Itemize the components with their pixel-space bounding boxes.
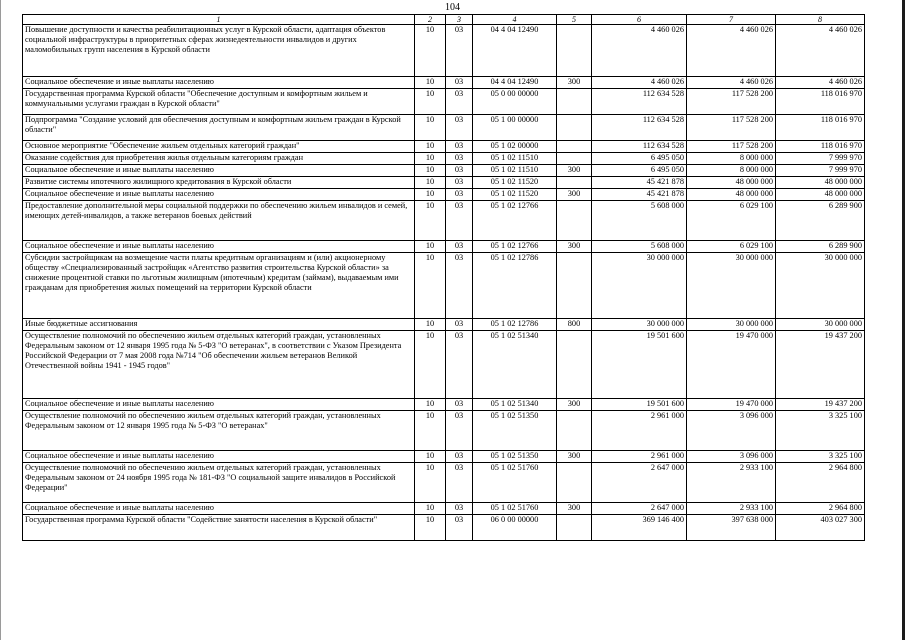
table-row [23,165,865,177]
amount-year-3-cell: 118 016 970 [776,115,865,141]
amount-year-2-cell: 8 000 000 [687,153,776,165]
table-row [23,463,865,503]
amount-year-2-cell: 117 528 200 [687,141,776,153]
section-code-cell: 10 [415,399,446,411]
section-code-cell: 10 [415,411,446,451]
row-name-cell: Социальное обеспечение и иные выплаты населению [23,189,415,201]
row-name-cell: Осуществление полномочий по обеспечению жильем отдельных категорий граждан, установленных Федеральным законом от 12 января 1995 года № 5-ФЗ "О ветеранах" [23,411,415,451]
amount-year-1-cell: 5 608 000 [592,201,687,241]
amount-year-2-cell: 4 460 026 [687,77,776,89]
amount-year-1-cell: 4 460 026 [592,77,687,89]
expense-type-cell: 800 [557,319,592,331]
table-row [23,89,865,115]
row-name-cell: Развитие системы ипотечного жилищного кредитования в Курской области [23,177,415,189]
subsection-code-cell: 03 [446,411,473,451]
amount-year-2-cell: 117 528 200 [687,89,776,115]
target-article-cell: 05 1 02 51350 [473,451,557,463]
amount-year-3-cell: 118 016 970 [776,89,865,115]
row-name-cell: Подпрограмма "Создание условий для обеспечения доступным и комфортным жильем граждан в Курской области" [23,115,415,141]
subsection-code-cell: 03 [446,451,473,463]
column-header-2: 2 [415,15,446,25]
amount-year-1-cell: 112 634 528 [592,115,687,141]
target-article-cell: 05 1 02 11510 [473,165,557,177]
row-name-cell: Социальное обеспечение и иные выплаты населению [23,451,415,463]
target-article-cell: 05 1 02 00000 [473,141,557,153]
expense-type-cell: 300 [557,451,592,463]
subsection-code-cell: 03 [446,25,473,77]
section-code-cell: 10 [415,177,446,189]
amount-year-1-cell: 5 608 000 [592,241,687,253]
row-name-cell: Субсидии застройщикам на возмещение части платы кредитным организациям и (или) акционерному обществу «Специализированный застройщик «Агентство развития строительства Курской области» за снижение процентной ставки по льготным жилищным (ипотечным) кредитам (займам), выдаваемым ими гражданам для приобретения жилых помещений на территории Курской области [23,253,415,319]
target-article-cell: 05 1 02 51760 [473,503,557,515]
expense-type-cell [557,141,592,153]
table-row [23,331,865,399]
target-article-cell: 04 4 04 12490 [473,25,557,77]
amount-year-3-cell: 48 000 000 [776,189,865,201]
amount-year-3-cell: 3 325 100 [776,411,865,451]
section-code-cell: 10 [415,331,446,399]
table-row [23,77,865,89]
section-code-cell: 10 [415,201,446,241]
row-name-cell: Осуществление полномочий по обеспечению жильем отдельных категорий граждан, установленных Федеральным законом от 12 января 1995 года № 5-ФЗ "О ветеранах", в соответствии с Указом Президента Российской Федерации от 7 мая 2008 года №714 "Об обеспечении жильем ветеранов Великой Отечественной войны 1941 - 1945 годов" [23,331,415,399]
expense-type-cell [557,25,592,77]
row-name-cell: Государственная программа Курской области "Обеспечение доступным и комфортным жильем и коммунальными услугами граждан в Курской области" [23,89,415,115]
amount-year-1-cell: 6 495 050 [592,165,687,177]
subsection-code-cell: 03 [446,153,473,165]
column-header-7: 7 [687,15,776,25]
amount-year-2-cell: 19 470 000 [687,331,776,399]
target-article-cell: 05 1 02 51340 [473,399,557,411]
amount-year-1-cell: 30 000 000 [592,319,687,331]
table-row [23,503,865,515]
subsection-code-cell: 03 [446,253,473,319]
section-code-cell: 10 [415,165,446,177]
column-header-4: 4 [473,15,557,25]
expense-type-cell [557,115,592,141]
amount-year-1-cell: 19 501 600 [592,331,687,399]
amount-year-2-cell: 48 000 000 [687,189,776,201]
amount-year-1-cell: 30 000 000 [592,253,687,319]
expense-type-cell [557,331,592,399]
table-row [23,515,865,541]
amount-year-3-cell: 403 027 300 [776,515,865,541]
subsection-code-cell: 03 [446,319,473,331]
subsection-code-cell: 03 [446,141,473,153]
expense-type-cell: 300 [557,241,592,253]
expense-type-cell [557,153,592,165]
row-name-cell: Оказание содействия для приобретения жилья отдельным категориям граждан [23,153,415,165]
header-row [23,15,865,25]
target-article-cell: 05 1 02 51340 [473,331,557,399]
amount-year-2-cell: 30 000 000 [687,253,776,319]
amount-year-1-cell: 45 421 878 [592,177,687,189]
amount-year-2-cell: 30 000 000 [687,319,776,331]
target-article-cell: 05 1 02 12766 [473,201,557,241]
section-code-cell: 10 [415,463,446,503]
amount-year-2-cell: 19 470 000 [687,399,776,411]
row-name-cell: Осуществление полномочий по обеспечению жильем отдельных категорий граждан, установленных Федеральным законом от 24 ноября 1995 года № 181-ФЗ "О социальной защите инвалидов в Российской Федерации" [23,463,415,503]
subsection-code-cell: 03 [446,331,473,399]
expense-type-cell: 300 [557,77,592,89]
target-article-cell: 05 1 02 11510 [473,153,557,165]
amount-year-3-cell: 7 999 970 [776,153,865,165]
amount-year-3-cell: 30 000 000 [776,319,865,331]
amount-year-2-cell: 6 029 100 [687,241,776,253]
target-article-cell: 05 1 02 12786 [473,319,557,331]
subsection-code-cell: 03 [446,177,473,189]
amount-year-3-cell: 19 437 200 [776,331,865,399]
expense-type-cell [557,201,592,241]
row-name-cell: Государственная программа Курской области "Содействие занятости населения в Курской области" [23,515,415,541]
amount-year-3-cell: 4 460 026 [776,77,865,89]
amount-year-2-cell: 8 000 000 [687,165,776,177]
amount-year-2-cell: 48 000 000 [687,177,776,189]
amount-year-1-cell: 112 634 528 [592,89,687,115]
amount-year-2-cell: 2 933 100 [687,503,776,515]
amount-year-1-cell: 369 146 400 [592,515,687,541]
amount-year-1-cell: 2 647 000 [592,463,687,503]
row-name-cell: Социальное обеспечение и иные выплаты населению [23,399,415,411]
amount-year-3-cell: 3 325 100 [776,451,865,463]
amount-year-2-cell: 2 933 100 [687,463,776,503]
table-row [23,319,865,331]
budget-table [22,14,865,541]
expense-type-cell [557,411,592,451]
amount-year-2-cell: 397 638 000 [687,515,776,541]
column-header-5: 5 [557,15,592,25]
section-code-cell: 10 [415,115,446,141]
amount-year-3-cell: 6 289 900 [776,241,865,253]
expense-type-cell [557,89,592,115]
expense-type-cell [557,515,592,541]
amount-year-3-cell: 30 000 000 [776,253,865,319]
table-row [23,189,865,201]
amount-year-1-cell: 112 634 528 [592,141,687,153]
table-row [23,399,865,411]
subsection-code-cell: 03 [446,241,473,253]
expense-type-cell [557,463,592,503]
amount-year-1-cell: 6 495 050 [592,153,687,165]
target-article-cell: 06 0 00 00000 [473,515,557,541]
amount-year-1-cell: 45 421 878 [592,189,687,201]
subsection-code-cell: 03 [446,515,473,541]
table-row [23,241,865,253]
target-article-cell: 05 1 02 12766 [473,241,557,253]
expense-type-cell: 300 [557,165,592,177]
table-row [23,115,865,141]
table-row [23,451,865,463]
amount-year-1-cell: 2 961 000 [592,451,687,463]
amount-year-3-cell: 6 289 900 [776,201,865,241]
subsection-code-cell: 03 [446,115,473,141]
scan-left-edge [0,0,1,640]
section-code-cell: 10 [415,77,446,89]
column-header-3: 3 [446,15,473,25]
section-code-cell: 10 [415,141,446,153]
amount-year-1-cell: 19 501 600 [592,399,687,411]
amount-year-2-cell: 6 029 100 [687,201,776,241]
amount-year-1-cell: 2 647 000 [592,503,687,515]
section-code-cell: 10 [415,451,446,463]
subsection-code-cell: 03 [446,189,473,201]
subsection-code-cell: 03 [446,89,473,115]
table-row [23,141,865,153]
subsection-code-cell: 03 [446,399,473,411]
table-row [23,201,865,241]
target-article-cell: 05 1 00 00000 [473,115,557,141]
expense-type-cell: 300 [557,503,592,515]
table-body [23,25,865,541]
subsection-code-cell: 03 [446,165,473,177]
table-row [23,411,865,451]
column-header-1: 1 [23,15,415,25]
table-row [23,253,865,319]
subsection-code-cell: 03 [446,503,473,515]
target-article-cell: 05 1 02 11520 [473,177,557,189]
amount-year-3-cell: 118 016 970 [776,141,865,153]
section-code-cell: 10 [415,189,446,201]
amount-year-2-cell: 4 460 026 [687,25,776,77]
target-article-cell: 05 1 02 51350 [473,411,557,451]
amount-year-1-cell: 2 961 000 [592,411,687,451]
section-code-cell: 10 [415,89,446,115]
amount-year-3-cell: 2 964 800 [776,463,865,503]
target-article-cell: 05 1 02 51760 [473,463,557,503]
row-name-cell: Предоставление дополнительной меры социальной поддержки по обеспечению жильем инвалидов и семей, имеющих детей-инвалидов, а также ветеранов боевых действий [23,201,415,241]
amount-year-3-cell: 7 999 970 [776,165,865,177]
amount-year-3-cell: 2 964 800 [776,503,865,515]
subsection-code-cell: 03 [446,77,473,89]
amount-year-3-cell: 19 437 200 [776,399,865,411]
table-row [23,153,865,165]
section-code-cell: 10 [415,503,446,515]
amount-year-1-cell: 4 460 026 [592,25,687,77]
row-name-cell: Социальное обеспечение и иные выплаты населению [23,165,415,177]
expense-type-cell: 300 [557,399,592,411]
amount-year-3-cell: 4 460 026 [776,25,865,77]
section-code-cell: 10 [415,515,446,541]
section-code-cell: 10 [415,241,446,253]
section-code-cell: 10 [415,253,446,319]
row-name-cell: Иные бюджетные ассигнования [23,319,415,331]
section-code-cell: 10 [415,153,446,165]
amount-year-3-cell: 48 000 000 [776,177,865,189]
column-header-6: 6 [592,15,687,25]
target-article-cell: 05 1 02 12786 [473,253,557,319]
amount-year-2-cell: 3 096 000 [687,451,776,463]
subsection-code-cell: 03 [446,201,473,241]
subsection-code-cell: 03 [446,463,473,503]
row-name-cell: Основное мероприятие "Обеспечение жильем отдельных категорий граждан" [23,141,415,153]
table-row [23,177,865,189]
row-name-cell: Социальное обеспечение и иные выплаты населению [23,241,415,253]
row-name-cell: Повышение доступности и качества реабилитационных услуг в Курской области, адаптация объектов социальной инфраструктуры в приоритетных сферах жизнедеятельности инвалидов и других маломобильных групп населения в Курской области [23,25,415,77]
target-article-cell: 05 0 00 00000 [473,89,557,115]
amount-year-2-cell: 117 528 200 [687,115,776,141]
target-article-cell: 04 4 04 12490 [473,77,557,89]
row-name-cell: Социальное обеспечение и иные выплаты населению [23,503,415,515]
column-header-8: 8 [776,15,865,25]
section-code-cell: 10 [415,319,446,331]
table-row [23,25,865,77]
target-article-cell: 05 1 02 11520 [473,189,557,201]
expense-type-cell [557,177,592,189]
section-code-cell: 10 [415,25,446,77]
page-number: 104 [445,2,460,13]
expense-type-cell [557,253,592,319]
row-name-cell: Социальное обеспечение и иные выплаты населению [23,77,415,89]
expense-type-cell: 300 [557,189,592,201]
amount-year-2-cell: 3 096 000 [687,411,776,451]
